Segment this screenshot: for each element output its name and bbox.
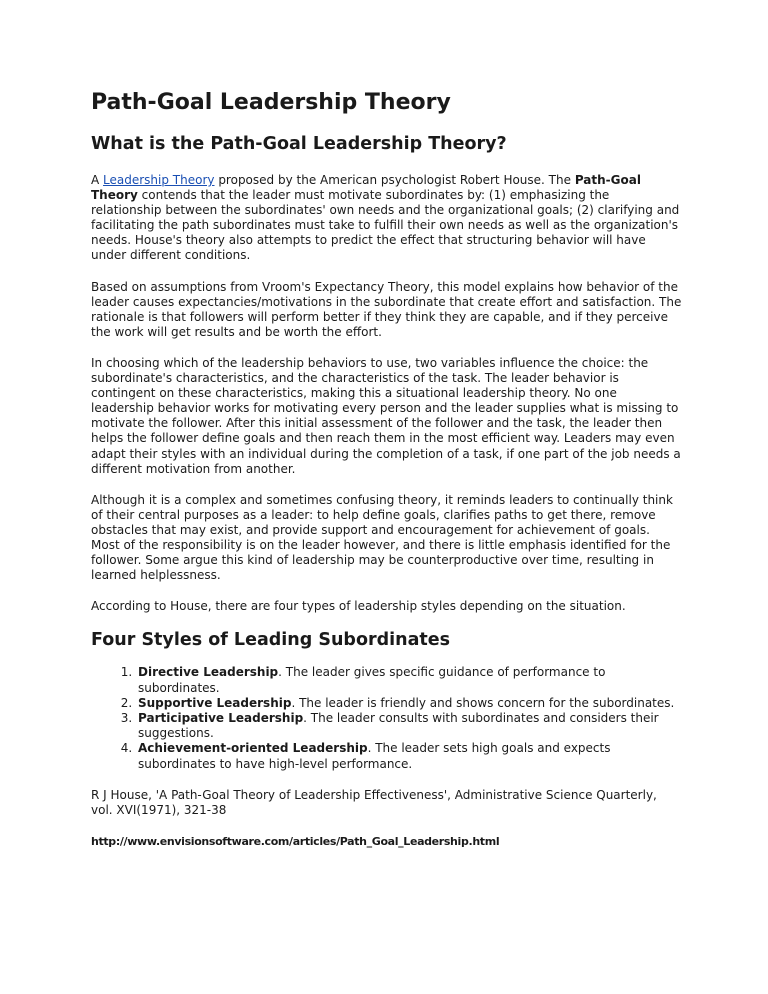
section-heading-four-styles: Four Styles of Leading Subordinates [91, 630, 451, 651]
style-term: Achievement-oriented Leadership [138, 741, 368, 756]
list-item [136, 711, 682, 741]
paragraph-four-types: According to House, there are four types of leadership styles depending on the situation. [91, 599, 626, 614]
style-term: Directive Leadership [138, 665, 279, 680]
list-item [136, 665, 682, 695]
style-description: . The leader sets high goals and expects subordinates to have high-level performance. [138, 741, 611, 771]
leadership-theory-link[interactable]: Leadership Theory [103, 173, 215, 187]
paragraph-vroom: Based on assumptions from Vroom's Expectancy Theory, this model explains how behavior of the leader causes expectancies/motivations in the subordinate that create effort and satisfaction. The rationale is that followers will perform better if they think they are capable, and if they perceive the work will get results and be worth the effort. [91, 279, 682, 339]
paragraph-complex-theory: Although it is a complex and sometimes confusing theory, it reminds leaders to continually think of their central purposes as a leader: to help define goals, clarifies paths to get there, remove obstacles that may exist, and provide support and encouragement for achievement of goals. Most of the responsibility is on the leader however, and there is little emphasis identified for the follower. Some argue this kind of leadership may be counterproductive over time, resulting in learned helplessness. [91, 492, 673, 583]
intro-bold-term: Path-Goal Theory [91, 173, 641, 203]
style-term: Participative Leadership [138, 710, 304, 725]
intro-text-mid: proposed by the American psychologist Robert House. The [214, 173, 575, 187]
paragraph-choosing-behaviors: In choosing which of the leadership behaviors to use, two variables influence the choice: the subordinate's characteristics, and the characteristics of the task. The leader behavior is contingent on these characteristics, making this a situational leadership theory. No one leadership behavior works for motivating every person and the leader supplies what is missing to motivate the follower. After this initial assessment of the follower and the task, the leader then helps the follower define goals and then reach them in the most efficient way. Leaders may even adapt their styles with an individual during the completion of a task, if one part of the job needs a different motivation from another. [91, 355, 681, 476]
styles-list [91, 665, 682, 771]
section-heading-what-is: What is the Path-Goal Leadership Theory? [91, 134, 507, 154]
page-title: Path-Goal Leadership Theory [91, 90, 451, 115]
citation: R J House, 'A Path-Goal Theory of Leadership Effectiveness', Administrative Science Quarterly, vol. XVI(1971), 321-38 [91, 787, 657, 817]
source-url: http://www.envisionsoftware.com/articles/Path_Goal_Leadership.html [91, 834, 500, 848]
list-item [136, 741, 682, 771]
style-description: . The leader gives specific guidance of performance to subordinates. [138, 665, 606, 695]
style-term: Supportive Leadership [138, 695, 292, 710]
intro-text-pre: A [91, 173, 104, 187]
style-description: . The leader is friendly and shows concern for the subordinates. [291, 695, 675, 710]
style-description: . The leader consults with subordinates and considers their suggestions. [138, 710, 659, 741]
intro-text-post: contends that the leader must motivate subordinates by: (1) emphasizing the relationship between the subordinates' own needs and the organizational goals; (2) clarifying and facilitating the path subordinates must take to fulfill their own needs as well as the organization's needs. House's theory also attempts to predict the effect that structuring behavior will have under different conditions. [91, 188, 680, 263]
list-item [136, 696, 682, 711]
paragraph-intro [91, 173, 682, 264]
